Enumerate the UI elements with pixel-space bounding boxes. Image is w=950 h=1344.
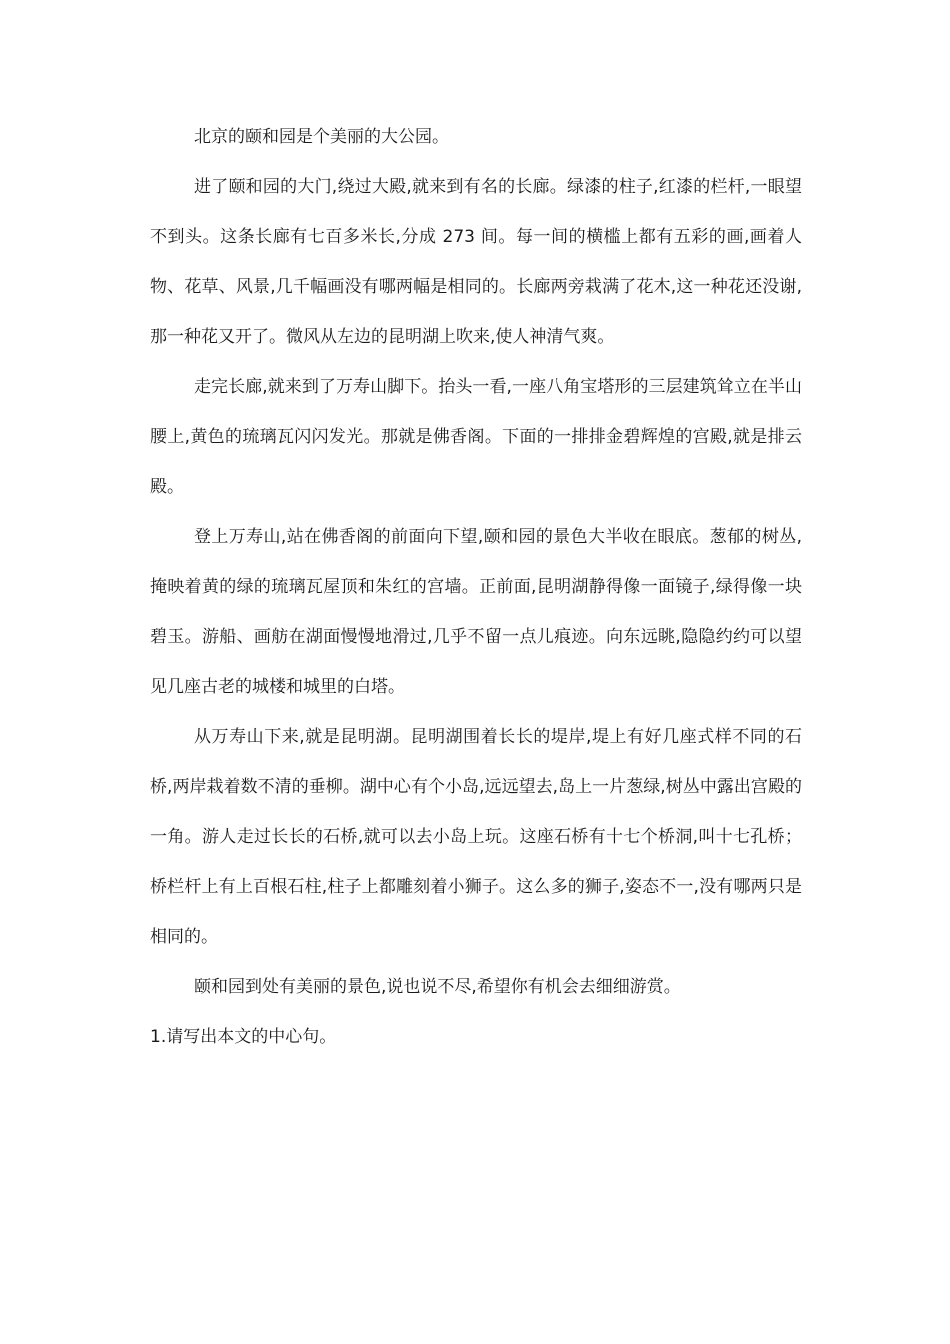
paragraph-long-corridor: 进了颐和园的大门,绕过大殿,就来到有名的长廊。绿漆的柱子,红漆的栏杆,一眼望不到头。这条长廊有七百多米长,分成 273 间。每一间的横槛上都有五彩的画,画着人物、花草、风景,几千幅画没有哪两幅是相同的。长廊两旁栽满了花木,这一种花还没谢,那一种花又开了。微风从左边的昆明湖上吹来,使人神清气爽。 (150, 177, 802, 347)
paragraph-wanshou-hill: 走完长廊,就来到了万寿山脚下。抬头一看,一座八角宝塔形的三层建筑耸立在半山腰上,黄色的琉璃瓦闪闪发光。那就是佛香阁。下面的一排排金碧辉煌的宫殿,就是排云殿。 (150, 377, 802, 497)
article-body (150, 112, 802, 1062)
question-1: 1.请写出本文的中心句。 (150, 1027, 337, 1047)
paragraph-conclusion: 颐和园到处有美丽的景色,说也说不尽,希望你有机会去细细游赏。 (194, 977, 681, 997)
paragraph-view-from-hill: 登上万寿山,站在佛香阁的前面向下望,颐和园的景色大半收在眼底。葱郁的树丛,掩映着黄的绿的琉璃瓦屋顶和朱红的宫墙。正前面,昆明湖静得像一面镜子,绿得像一块碧玉。游船、画舫在湖面慢慢地滑过,几乎不留一点儿痕迹。向东远眺,隐隐约约可以望见几座古老的城楼和城里的白塔。 (150, 527, 802, 697)
paragraph-kunming-lake: 从万寿山下来,就是昆明湖。昆明湖围着长长的堤岸,堤上有好几座式样不同的石桥,两岸栽着数不清的垂柳。湖中心有个小岛,远远望去,岛上一片葱绿,树丛中露出宫殿的一角。游人走过长长的石桥,就可以去小岛上玩。这座石桥有十七个桥洞,叫十七孔桥；桥栏杆上有上百根石柱,柱子上都雕刻着小狮子。这么多的狮子,姿态不一,没有哪两只是相同的。 (150, 727, 802, 947)
paragraph-intro: 北京的颐和园是个美丽的大公园。 (194, 127, 449, 147)
